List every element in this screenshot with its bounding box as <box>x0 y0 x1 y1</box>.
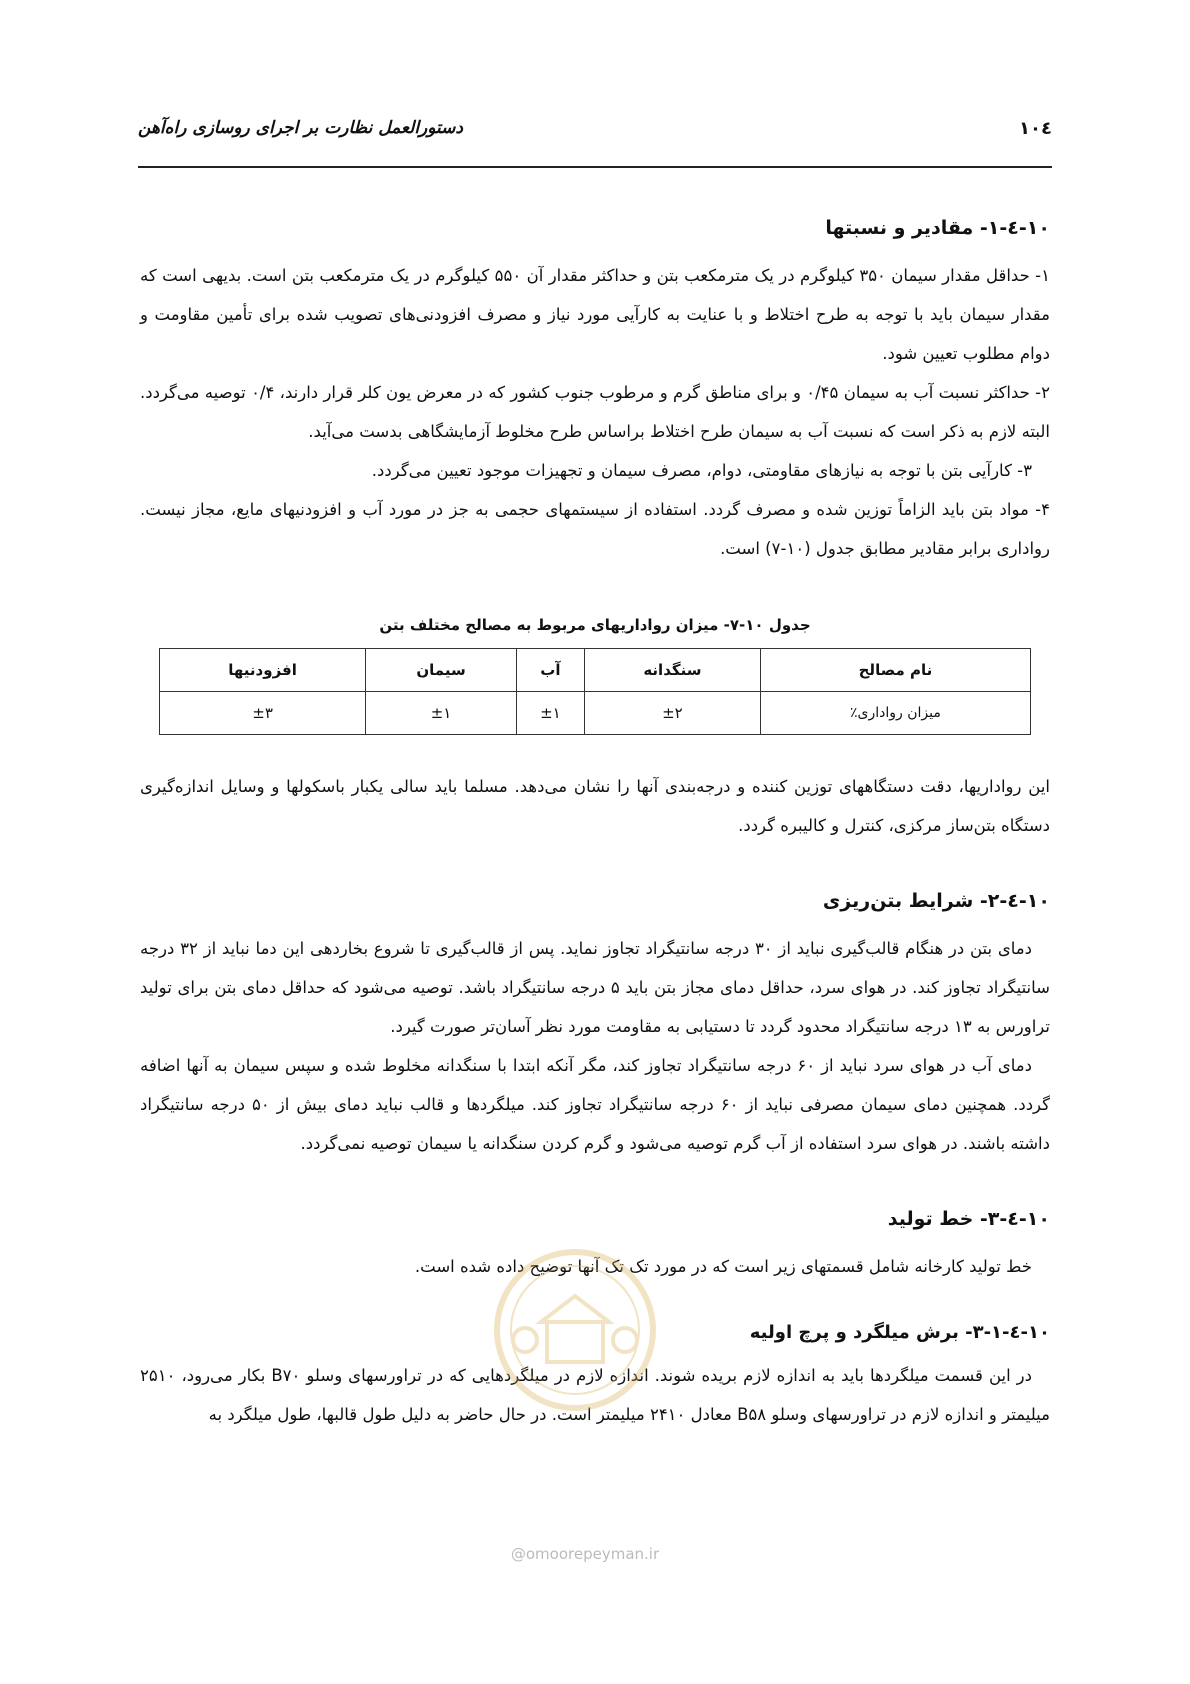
section-heading: ۱۰-٤-۳- خط تولید <box>887 1208 1050 1230</box>
paragraph: ۳- کارآیی بتن با توجه به نیازهای مقاومتی، دوام، مصرف سیمان و تجهیزات موجود تعیین می‌گردد. <box>371 461 1032 480</box>
paragraph: ۴- مواد بتن باید الزاماً توزین شده و مصرف گردد. استفاده از سیستمهای حجمی به جز در مورد آب و افزودنیهای مایع، مجاز نیست. رواداری برابر مقادیر مطابق جدول (۱۰-۷) است. <box>140 500 1050 558</box>
paragraph: این رواداریها، دقت دستگاههای توزین کننده و درجه‌بندی آنها را نشان می‌دهد. مسلما باید سالی یکبار باسکولها و وسایل اندازه‌گیری دستگاه بتن‌ساز مرکزی، کنترل و کالیبره گردد. <box>140 777 1050 835</box>
table-header-cell: سنگدانه <box>584 649 760 692</box>
page-number: ۱۰٤ <box>1019 118 1052 139</box>
watermark-text: @omoorepeyman.ir <box>510 1545 660 1563</box>
section-heading: ۱۰-٤-۱- مقادیر و نسبتها <box>825 217 1050 239</box>
table-header-cell: نام مصالح <box>760 649 1030 692</box>
table-header-cell: سیمان <box>366 649 517 692</box>
table-cell: ±۱ <box>366 692 517 735</box>
table-cell: ±۲ <box>584 692 760 735</box>
table-header-row <box>160 649 1031 692</box>
table-cell: ±۱ <box>516 692 584 735</box>
running-title: دستورالعمل نظارت بر اجرای روسازی راه‌آهن <box>138 118 463 138</box>
paragraph: خط تولید کارخانه شامل قسمتهای زیر است که در مورد تک تک آنها توضیح داده شده است. <box>414 1257 1032 1276</box>
table-header-cell: آب <box>516 649 584 692</box>
tolerance-table <box>159 648 1031 735</box>
paragraph: ۱- حداقل مقدار سیمان ۳۵۰ کیلوگرم در یک مترمکعب بتن و حداکثر مقدار آن ۵۵۰ کیلوگرم در یک مترمکعب بتن است. بدیهی است که مقدار سیمان باید با توجه به طرح اختلاط و با عنایت به کارآیی مورد نیاز و مصرف افزودنی‌های تصویب شده برای تأمین مقاومت و دوام مطلوب تعیین شود. <box>140 266 1050 363</box>
page-content <box>140 210 1050 1434</box>
table-cell: ±۳ <box>160 692 366 735</box>
table-caption: جدول ۱۰-۷- میزان رواداریهای مربوط به مصالح مختلف بتن <box>379 616 811 634</box>
subsection-heading: ۱۰-٤-۳-۱- برش میلگرد و پرچ اولیه <box>749 1322 1050 1343</box>
table-row <box>160 692 1031 735</box>
section-heading: ۱۰-٤-۲- شرایط بتن‌ریزی <box>822 890 1050 912</box>
table-header-cell: افزودنیها <box>160 649 366 692</box>
paragraph: در این قسمت میلگردها باید به اندازه لازم بریده شوند. اندازه لازم در میلگردهایی که در تراورسهای وسلو B۷۰ بکار می‌رود، ۲۵۱۰ میلیمتر و اندازه لازم در تراورسهای وسلو B۵۸ معادل ۲۴۱۰ میلیمتر است. در حال حاضر به دلیل طول قالبها، طول میلگرد به <box>140 1366 1050 1424</box>
paragraph: ۲- حداکثر نسبت آب به سیمان ۰/۴۵ و برای مناطق گرم و مرطوب جنوب کشور که در معرض یون کلر قرار دارند، ۰/۴ توصیه می‌گردد. البته لازم به ذکر است که نسبت آب به سیمان طرح اختلاط براساس طرح مخلوط آزمایشگاهی بدست می‌آید. <box>140 383 1050 441</box>
table-cell: میزان رواداری٪ <box>760 692 1030 735</box>
paragraph: دمای آب در هوای سرد نباید از ۶۰ درجه سانتیگراد تجاوز کند، مگر آنکه ابتدا با سنگدانه مخلوط شده و سپس سیمان به آنها اضافه گردد. همچنین دمای سیمان مصرفی نباید از ۶۰ درجه سانتیگراد تجاوز کند. میلگردها و قالب نباید دمای بیش از ۵۰ درجه سانتیگراد داشته باشند. در هوای سرد استفاده از آب گرم توصیه می‌شود و گرم کردن سنگدانه یا سیمان توصیه نمی‌گردد. <box>140 1056 1051 1153</box>
page-header <box>138 118 1052 168</box>
paragraph: دمای بتن در هنگام قالب‌گیری نباید از ۳۰ درجه سانتیگراد تجاوز نماید. پس از قالب‌گیری تا شروع بخاردهی این دما نباید از ۳۲ درجه سانتیگراد تجاوز کند. در هوای سرد، حداقل دمای مجاز بتن باید ۵ درجه سانتیگراد باشد. توصیه می‌شود که حداقل دمای بتن برای تولید تراورس به ۱۳ درجه سانتیگراد محدود گردد تا دستیابی به مقاومت مورد نظر آسان‌تر صورت گیرد. <box>140 939 1050 1036</box>
